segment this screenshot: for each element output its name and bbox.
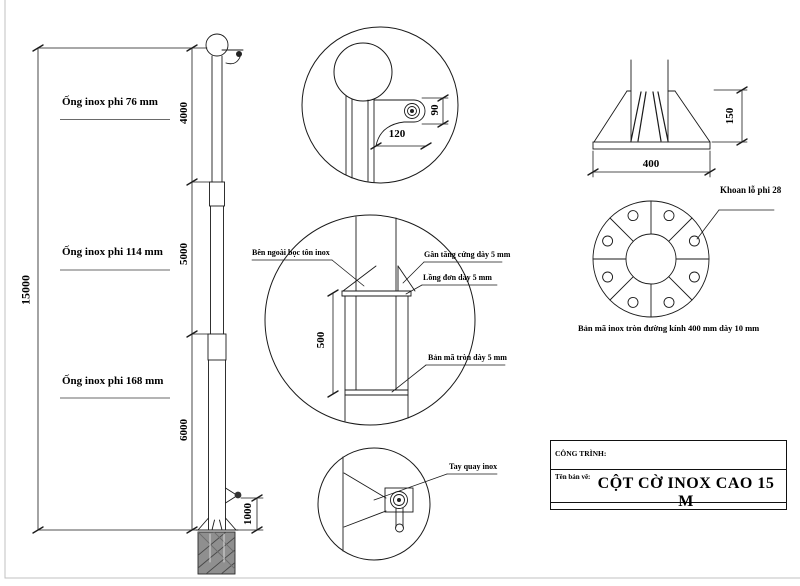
pulley-dot bbox=[236, 51, 242, 57]
crank-handle-label: Tay quay inox bbox=[449, 462, 498, 471]
drawing-title: CỘT CỜ INOX CAO 15 M bbox=[597, 475, 775, 510]
dim-segment-chain bbox=[187, 45, 210, 533]
dim-seg2: 5000 bbox=[178, 243, 190, 265]
crank-position-dot bbox=[235, 492, 242, 499]
dim-seg3: 6000 bbox=[178, 419, 190, 441]
drawing-name-label: Tên bản vẽ: bbox=[555, 473, 591, 481]
pole-segment1-label: Ống inox phi 76 mm bbox=[62, 96, 158, 108]
flange-caption: Bản mã inox tròn đường kính 400 mm dày 10 mm bbox=[578, 323, 760, 333]
dim-gusset-height: 150 bbox=[724, 107, 736, 125]
project-label: CÔNG TRÌNH: bbox=[555, 449, 607, 458]
finial-ball bbox=[206, 34, 228, 56]
dim-crank: 1000 bbox=[242, 503, 254, 525]
pole-segment2-label: Ống inox phi 114 mm bbox=[62, 246, 163, 258]
dim-pulley-arm-height: 90 bbox=[429, 104, 441, 116]
joint-plate-label: Bản mã tròn dày 5 mm bbox=[428, 353, 507, 362]
title-block-name-row bbox=[551, 470, 786, 510]
dim-seg1: 4000 bbox=[178, 102, 190, 124]
title-block-project-row bbox=[551, 441, 786, 470]
joint-outer-wrap-label: Bên ngoài bọc tôn inox bbox=[252, 248, 330, 257]
title-block bbox=[550, 440, 787, 510]
joint-sleeve-label: Lồng đơn dày 5 mm bbox=[423, 273, 492, 282]
pole-elevation bbox=[178, 34, 278, 586]
dim-pulley-arm-length: 120 bbox=[388, 128, 406, 140]
dim-total: 15000 bbox=[18, 275, 33, 305]
joint-stiffener-label: Gân tăng cứng dày 5 mm bbox=[424, 250, 511, 259]
pole-segment3-label: Ống inox phi 168 mm bbox=[62, 375, 164, 387]
dim-sleeve-depth: 500 bbox=[315, 331, 327, 349]
foundation-block bbox=[178, 522, 278, 586]
detail-circle-joint bbox=[252, 215, 505, 425]
flange-plan-view bbox=[593, 201, 774, 317]
flange-hole-label: Khoan lỗ phi 28 bbox=[720, 185, 782, 195]
dim-plate-width: 400 bbox=[642, 158, 660, 170]
